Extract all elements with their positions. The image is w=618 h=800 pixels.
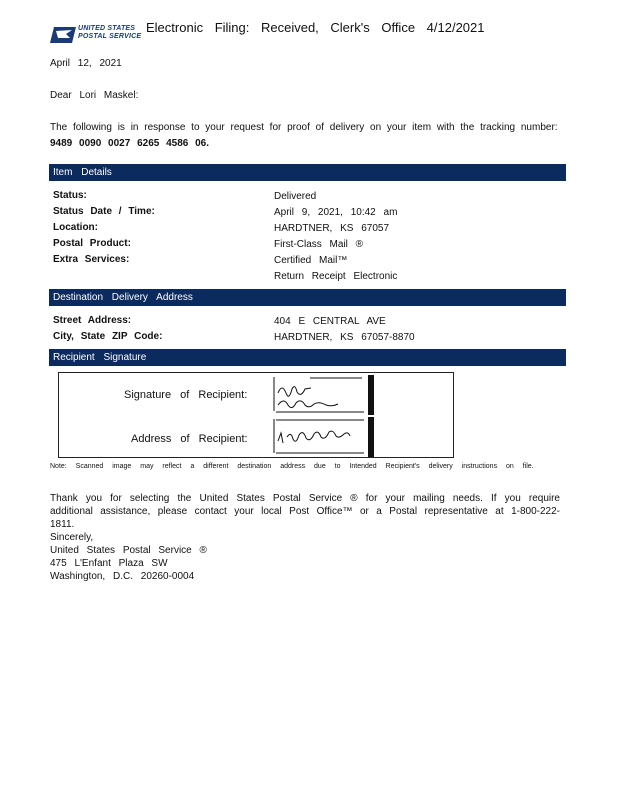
status-date-value: April 9, 2021, 10:42 am xyxy=(274,207,398,218)
letter-date: April 12, 2021 xyxy=(50,58,122,69)
usps-logo xyxy=(50,22,145,44)
thanks-paragraph: Thank you for selecting the United States Postal Service ® for your mailing needs. If you require additional assistance, please contact your local Post Office™ or a Postal representative at 1-800-222-1811. xyxy=(50,493,560,530)
signature-image-bar xyxy=(368,375,374,415)
address-image xyxy=(272,417,374,457)
city-state-zip-label: City, State ZIP Code: xyxy=(53,331,163,342)
destination-header xyxy=(49,289,566,306)
salutation: Dear Lori Maskel: xyxy=(50,90,139,101)
logo-text xyxy=(78,25,141,41)
location-value: HARDTNER, KS 67057 xyxy=(274,223,390,234)
city-state-zip-value: HARDTNER, KS 67057-8870 xyxy=(274,332,415,343)
postal-product-value: First-Class Mail ® xyxy=(274,239,364,250)
recipient-signature-header xyxy=(49,349,566,366)
logo-line-2: POSTAL SERVICE xyxy=(78,33,142,40)
address-label: Address of Recipient: xyxy=(131,433,248,445)
tracking-suffix: . xyxy=(206,138,210,149)
closing-city: Washington, D.C. 20260-0004 xyxy=(50,571,195,582)
tracking-number: 9489 0090 0027 6265 4586 06 xyxy=(50,138,207,149)
closing-org: United States Postal Service ® xyxy=(50,545,207,556)
sincerely: Sincerely, xyxy=(50,532,94,543)
postal-product-label: Postal Product: xyxy=(53,238,131,249)
page-title: Electronic Filing: Received, Clerk's Office 4/12/2021 xyxy=(146,20,485,35)
status-date-label: Status Date / Time: xyxy=(53,206,155,217)
signature-image xyxy=(272,375,374,415)
item-details-heading: Item Details xyxy=(53,167,112,178)
item-details-header xyxy=(49,164,566,181)
street-address-value: 404 E CENTRAL AVE xyxy=(274,316,386,327)
signature-label: Signature of Recipient: xyxy=(124,389,248,401)
closing-street: 475 L'Enfant Plaza SW xyxy=(50,558,168,569)
street-address-label: Street Address: xyxy=(53,315,132,326)
status-value: Delivered xyxy=(274,191,317,202)
location-label: Location: xyxy=(53,222,98,233)
extra-services-value-2: Return Receipt Electronic xyxy=(274,271,398,282)
signature-box xyxy=(58,372,454,458)
tracking-number-line xyxy=(50,138,209,149)
intro-text: The following is in response to your request for proof of delivery on your item with the tracking number: xyxy=(50,122,558,133)
eagle-icon xyxy=(50,25,76,43)
extra-services-label: Extra Services: xyxy=(53,254,130,265)
address-image-bar xyxy=(368,417,374,457)
scan-note: Note: Scanned image may reflect a different destination address due to Intended Recipient's delivery instructions on file. xyxy=(50,463,534,470)
extra-services-value: Certified Mail™ xyxy=(274,255,348,266)
status-label: Status: xyxy=(53,190,87,201)
destination-heading: Destination Delivery Address xyxy=(53,292,193,303)
logo-line-1: UNITED STATES xyxy=(78,25,136,32)
recipient-signature-heading: Recipient Signature xyxy=(53,352,147,363)
